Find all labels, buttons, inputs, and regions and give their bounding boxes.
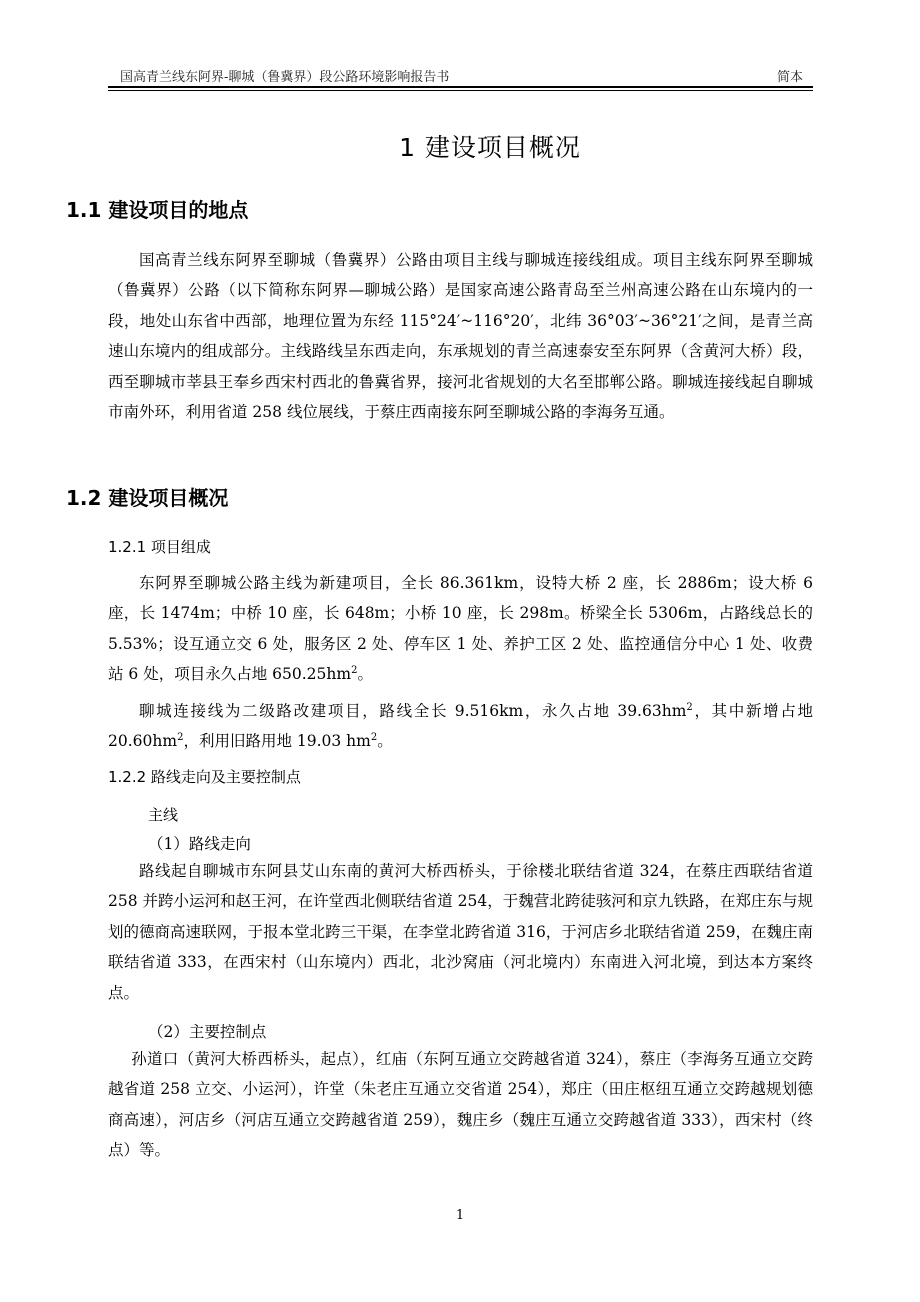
header-rule-thin xyxy=(108,90,813,91)
header-title: 国高青兰线东阿界-聊城（鲁冀界）段公路环境影响报告书 xyxy=(120,70,450,85)
chapter-title: 1 建设项目概况 xyxy=(399,133,581,162)
superscript: 2 xyxy=(177,732,184,744)
connector-text-a: 聊城连接线为二级路改建项目，路线全长 9.516km，永久占地 39.63hm xyxy=(139,702,687,720)
composition-text: 东阿界至聊城公路主线为新建项目，全长 86.361km，设特大桥 2 座，长 2886m；设大桥 6 座，长 1474m；中桥 10 座，长 648m；小桥 10 座，长 298m。桥梁全长 5306m，占路线总长的 5.53%；设互通立交 6 处，服务区 2 处、停车区 1 处、养护工区 2 处、监控通信分中心 1 处、收费站 6 处，项目永久占地 650.25hm xyxy=(108,574,813,684)
superscript: 2 xyxy=(351,665,358,677)
superscript: 2 xyxy=(686,701,693,713)
control-points-paragraph: 孙道口（黄河大桥西桥头，起点），红庙（东阿互通立交跨越省道 324），蔡庄（李海务互通立交跨越省道 258 立交、小运河），许堂（朱老庄互通立交省道 254），郑庄（田庄枢纽互通立交跨越规划德商高速），河店乡（河店互通立交跨越省道 259），魏庄乡（魏庄互通立交跨越省道 333），西宋村（终点）等。 xyxy=(108,1050,813,1160)
label-control-points: （2）主要控制点 xyxy=(148,1023,267,1041)
connector-text-d: 。 xyxy=(377,732,393,751)
connector-line-paragraph xyxy=(108,696,813,757)
superscript: 2 xyxy=(370,732,378,744)
connector-text-b: ，其中新增占地 20.60hm xyxy=(108,702,813,751)
header-edition: 简本 xyxy=(776,70,803,85)
label-route-direction: （1）路线走向 xyxy=(148,835,251,853)
page-number: 1 xyxy=(455,1208,465,1223)
project-composition-paragraph xyxy=(108,568,813,690)
section-heading-1-1: 1.1 建设项目的地点 xyxy=(66,198,249,222)
composition-end: 。 xyxy=(357,665,373,684)
label-main-line: 主线 xyxy=(148,806,179,824)
subsection-heading-1-2-2: 1.2.2 路线走向及主要控制点 xyxy=(108,768,301,786)
route-paragraph: 路线起自聊城市东阿县艾山东南的黄河大桥西桥头，于徐楼北联结省道 324，在蔡庄西联结省道 258 并跨小运河和赵王河，在许堂西北侧联结省道 254，于魏营北跨徒骇河和京九铁路，在郑庄东与规划的德商高速联网，于报本堂北跨三干渠，在李堂北跨省道 316，于河店乡北联结省道 259，在魏庄南联结省道 333，在西宋村（山东境内）西北，北沙窝庙（河北境内）东南进入河北境，到达本方案终点。 xyxy=(108,862,813,1002)
page-header xyxy=(108,64,813,88)
subsection-heading-1-2-1: 1.2.1 项目组成 xyxy=(108,538,211,556)
connector-text-c: ，利用旧路用地 19.03 hm xyxy=(183,732,371,751)
section-1-1-paragraph: 国高青兰线东阿界至聊城（鲁冀界）公路由项目主线与聊城连接线组成。项目主线东阿界至聊城（鲁冀界）公路（以下简称东阿界—聊城公路）是国家高速公路青岛至兰州高速公路在山东境内的一段，地处山东省中西部，地理位置为东经 115°24′~116°20′，北纬 36°03′~36°21′之间，是青兰高速山东境内的组成部分。主线路线呈东西走向，东承规划的青兰高速泰安至东阿界（含黄河大桥）段，西至聊城市莘县王奉乡西宋村西北的鲁冀省界，接河北省规划的大名至邯郸公路。聊城连接线起自聊城市南外环，利用省道 258 线位展线，于蔡庄西南接东阿至聊城公路的李海务互通。 xyxy=(108,251,813,422)
section-heading-1-2: 1.2 建设项目概况 xyxy=(66,486,229,510)
header-rule-thick xyxy=(108,86,813,88)
